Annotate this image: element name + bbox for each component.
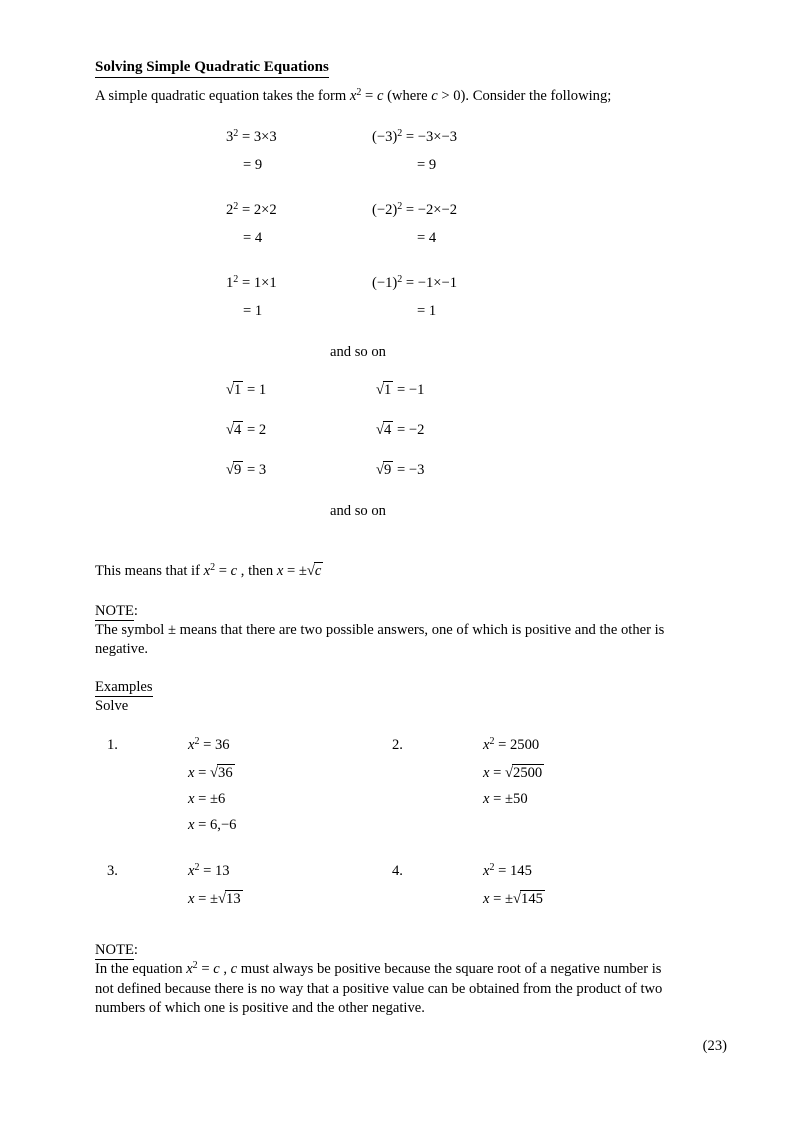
radical-icon: √ (226, 422, 235, 438)
math-equals: = (361, 88, 377, 104)
note-text-2: , (219, 961, 231, 978)
intro-paragraph (95, 85, 727, 109)
math-rhs: = ±50 (489, 791, 528, 808)
note-text-line: numbers of which one is positive and the other negative. (95, 1000, 425, 1017)
radicand: 145 (521, 891, 543, 908)
math-var-x: x (188, 891, 195, 908)
math-line (188, 886, 392, 912)
math-line (188, 732, 392, 760)
examples-row-2 (95, 858, 727, 912)
math-var-x: x (186, 961, 193, 978)
math-result: = 4 (417, 230, 437, 246)
math-rhs: = 145 (494, 863, 532, 880)
math-base: (−1) (372, 275, 398, 291)
intro-text-3: > 0 (437, 88, 461, 104)
math-exponent: 2 (233, 127, 239, 139)
example-2-working (483, 732, 687, 838)
math-var-c: c (431, 88, 438, 104)
math-line (188, 786, 392, 812)
math-exponent: 2 (397, 127, 403, 139)
math-plus-minus: = ± (489, 891, 514, 908)
math-exponent: 2 (233, 200, 239, 212)
math-var-x: x (349, 88, 357, 104)
radicand: 4 (234, 422, 242, 438)
note-1 (95, 602, 727, 658)
math-rhs: = 13 (199, 863, 230, 880)
math-rhs: = −2×−2 (402, 202, 458, 218)
root-of-1-negative (376, 380, 424, 401)
math-exponent: 2 (192, 959, 198, 971)
radicand: 9 (384, 462, 392, 478)
example-1-number: 1. (107, 737, 118, 754)
example-4-working (483, 858, 687, 912)
note-2 (95, 941, 727, 1017)
radicand: 4 (384, 422, 392, 438)
note-text-line: negative. (95, 640, 149, 657)
math-line (188, 812, 392, 838)
math-line (188, 858, 392, 886)
squares-row-3 (95, 270, 727, 325)
note-heading (95, 941, 727, 960)
math-var-x: x (483, 863, 490, 880)
solve-label: Solve (95, 698, 129, 715)
radicand: 36 (218, 765, 233, 782)
math-result: = 1 (417, 303, 437, 319)
equation-result (417, 298, 457, 325)
note-text-1: In the equation (95, 961, 187, 978)
roots-section (95, 380, 727, 521)
math-line (188, 760, 392, 786)
math-var-x: x (483, 791, 490, 808)
equation-result (417, 152, 457, 179)
intro-text-1: A simple quadratic equation takes the form (95, 88, 350, 104)
math-base: 1 (226, 275, 234, 291)
math-var-x: x (188, 863, 195, 880)
radicand: 1 (234, 382, 242, 398)
math-rhs: = 2 (243, 422, 267, 438)
math-equals: = (489, 765, 506, 782)
math-equals: = (215, 563, 231, 579)
math-var-x: x (188, 817, 195, 834)
math-rhs: = 1×1 (238, 275, 277, 291)
equation-3-squared (226, 124, 372, 179)
equation-neg2-squared (372, 197, 457, 252)
math-var-x: x (203, 563, 211, 579)
equation-line (372, 124, 457, 152)
math-line (483, 786, 687, 812)
math-base: 2 (226, 202, 234, 218)
math-rhs: = 3 (243, 462, 267, 478)
root-of-4-negative (376, 420, 424, 441)
math-var-c: c (376, 88, 384, 104)
math-plus-minus: = ± (194, 891, 219, 908)
math-var-x: x (276, 563, 284, 579)
math-rhs: = 36 (199, 737, 230, 754)
note-text-3: must always be positive because the square root of a negative number is (237, 961, 662, 978)
radical-icon: √ (226, 462, 235, 478)
math-exponent: 2 (233, 273, 239, 285)
math-line (483, 886, 687, 912)
root-of-4-positive (226, 420, 376, 441)
equation-line (226, 197, 372, 225)
radical-icon: √ (376, 422, 385, 438)
radicand: 9 (234, 462, 242, 478)
math-base: (−3) (372, 129, 398, 145)
math-exponent: 2 (194, 861, 200, 873)
equation-result (243, 152, 372, 179)
equation-line (372, 270, 457, 298)
roots-row-3 (95, 460, 727, 481)
math-line (483, 732, 687, 760)
equation-result (417, 225, 457, 252)
equation-result (243, 298, 372, 325)
math-var-c: c (230, 961, 238, 978)
math-rhs: = −1×−1 (402, 275, 458, 291)
example-1-working (188, 732, 392, 838)
math-equals: = (194, 765, 211, 782)
equation-line (226, 270, 372, 298)
math-line (483, 858, 687, 886)
note-label: NOTE (95, 942, 134, 959)
equation-2-squared (226, 197, 372, 252)
note-heading (95, 602, 727, 621)
radicand: 1 (384, 382, 392, 398)
conclusion-line (95, 559, 727, 585)
math-rhs: = 3×3 (238, 129, 277, 145)
roots-row-2 (95, 420, 727, 441)
note-colon: : (133, 942, 138, 959)
math-exponent: 2 (194, 735, 200, 747)
intro-text-4: ). Consider the following; (460, 88, 612, 104)
note-colon: : (133, 603, 138, 619)
math-exponent: 2 (489, 861, 495, 873)
title-row (95, 58, 727, 78)
equation-line (226, 124, 372, 152)
example-3-number: 3. (107, 863, 118, 880)
radical-icon: √ (218, 891, 227, 908)
note-text-line: not defined because there is no way that a positive value can be obtained from the product of two (95, 981, 663, 998)
intro-text-2: (where (383, 88, 432, 104)
math-var-x: x (188, 791, 195, 808)
squares-row-2 (95, 197, 727, 252)
radical-icon: √ (376, 462, 385, 478)
radicand: c (314, 563, 322, 579)
note-label: NOTE (95, 603, 134, 619)
math-exponent: 2 (356, 86, 362, 98)
note-text-line (95, 960, 727, 980)
math-result: = 4 (243, 230, 263, 246)
math-result: = 9 (417, 157, 437, 173)
and-so-on-label: and so on (330, 503, 386, 519)
radical-icon: √ (376, 382, 385, 398)
roots-row-1 (95, 380, 727, 401)
radical-icon: √ (210, 765, 219, 782)
equation-neg3-squared (372, 124, 457, 179)
radicand: 2500 (513, 765, 543, 782)
radical-icon: √ (505, 765, 514, 782)
equation-line (372, 197, 457, 225)
root-of-1-positive (226, 380, 376, 401)
equation-result (243, 225, 372, 252)
math-plus-minus: = ± (283, 563, 307, 579)
math-var-x: x (483, 891, 490, 908)
math-var-x: x (483, 737, 490, 754)
math-result: = 1 (243, 303, 263, 319)
radicand: 13 (226, 891, 241, 908)
math-var-c: c (230, 563, 238, 579)
page-number: (23) (702, 1038, 727, 1054)
means-text-2: , then (237, 563, 277, 579)
math-rhs: = 2500 (494, 737, 540, 754)
squares-row-1 (95, 124, 727, 179)
math-exponent: 2 (210, 561, 216, 573)
radical-icon: √ (513, 891, 522, 908)
math-base: 3 (226, 129, 234, 145)
equation-1-squared (226, 270, 372, 325)
examples-heading: Examples (95, 679, 153, 696)
examples-row-1 (95, 732, 727, 838)
examples-heading-row (95, 678, 727, 697)
radical-icon: √ (226, 382, 235, 398)
math-equals: = (197, 961, 214, 978)
example-2-number: 2. (392, 737, 403, 754)
math-line (483, 760, 687, 786)
math-var-c: c (213, 961, 220, 978)
math-rhs: = ±6 (194, 791, 226, 808)
math-rhs: = 6,−6 (194, 817, 237, 834)
equation-neg1-squared (372, 270, 457, 325)
radical-icon: √ (306, 563, 315, 579)
math-exponent: 2 (397, 200, 403, 212)
math-exponent: 2 (397, 273, 403, 285)
example-3-working (188, 858, 392, 912)
math-rhs: = −2 (393, 422, 425, 438)
means-text-1: This means that if (95, 563, 204, 579)
squares-section (95, 124, 727, 362)
note-text-line: The symbol ± means that there are two possible answers, one of which is positive and the other is (95, 622, 665, 638)
root-of-9-positive (226, 460, 376, 481)
math-rhs: = 2×2 (238, 202, 277, 218)
page-title: Solving Simple Quadratic Equations (95, 58, 329, 78)
math-rhs: = −3×−3 (402, 129, 458, 145)
and-so-on-label: and so on (330, 344, 386, 360)
math-result: = 9 (243, 157, 263, 173)
root-of-9-negative (376, 460, 424, 481)
math-var-x: x (188, 737, 195, 754)
math-base: (−2) (372, 202, 398, 218)
math-var-x: x (483, 765, 490, 782)
math-var-x: x (188, 765, 195, 782)
math-rhs: = 1 (243, 382, 267, 398)
math-rhs: = −1 (393, 382, 425, 398)
math-rhs: = −3 (393, 462, 425, 478)
example-4-number: 4. (392, 863, 403, 880)
math-exponent: 2 (489, 735, 495, 747)
